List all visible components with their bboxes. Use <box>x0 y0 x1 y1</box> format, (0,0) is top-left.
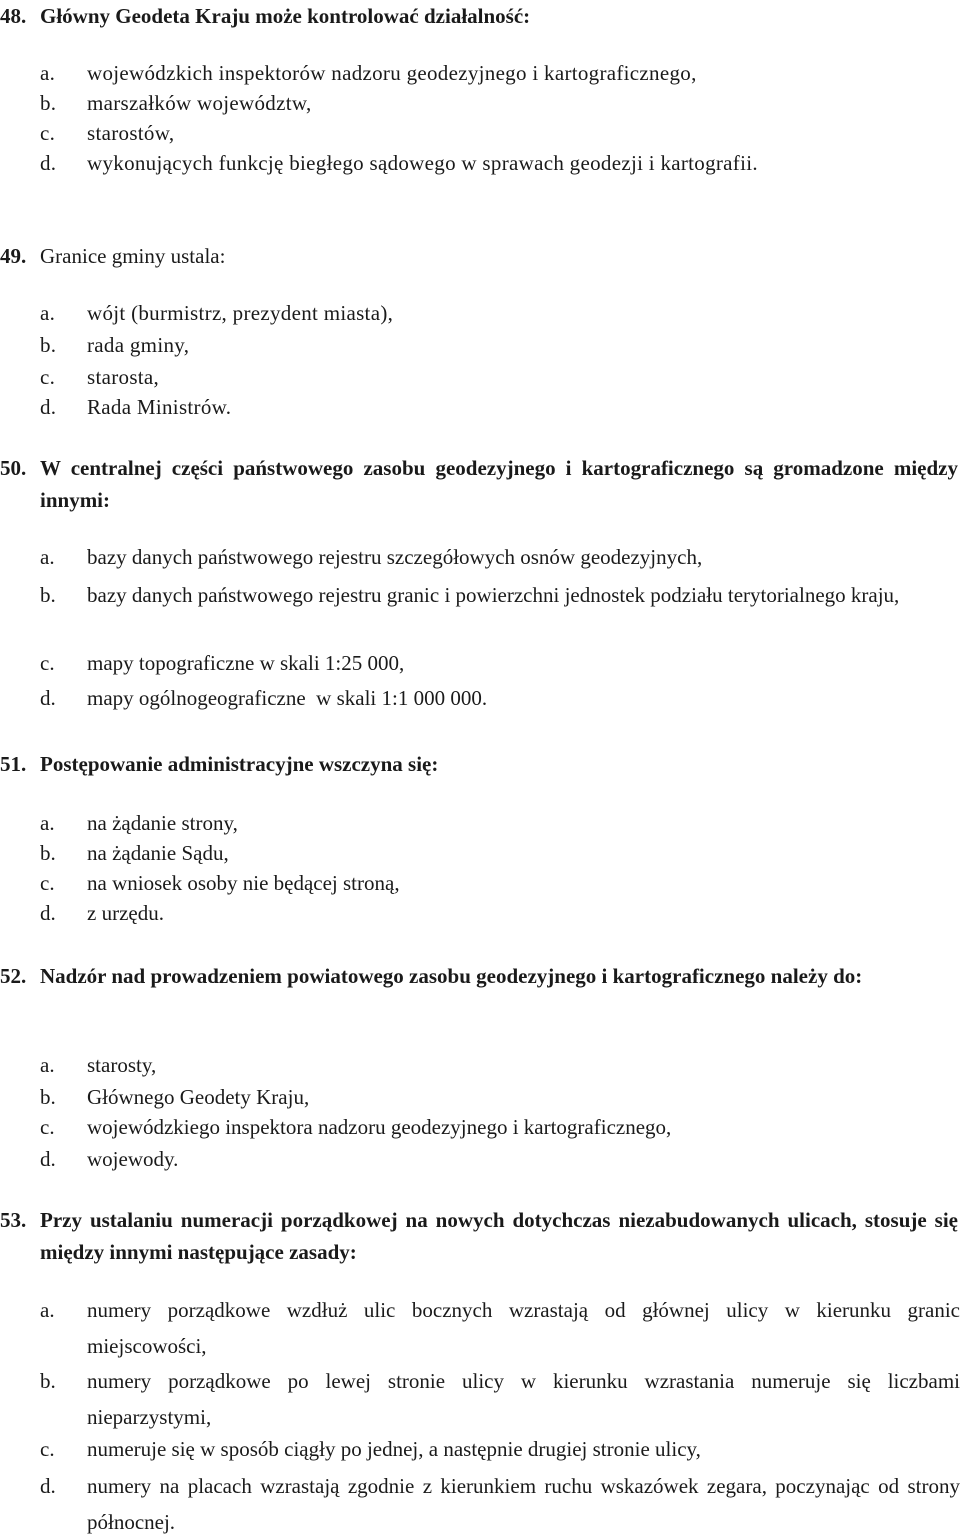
option-letter: c. <box>40 651 55 675</box>
option-letter: b. <box>40 91 57 115</box>
option-letter: d. <box>40 1474 56 1498</box>
answer-option <box>40 683 960 714</box>
answer-option <box>40 362 960 393</box>
option-text: mapy topograficzne w skali 1:25 000, <box>87 651 405 675</box>
answer-option <box>40 148 960 179</box>
option-text: wojewódzkich inspektorów nadzoru geodezyjnego i kartograficznego, <box>87 61 697 85</box>
question-text: Postępowanie administracyjne wszczyna się: <box>40 752 439 776</box>
question-50-heading <box>0 452 958 516</box>
answer-option <box>40 88 960 119</box>
question-text: Granice gminy ustala: <box>40 244 226 268</box>
option-letter: b. <box>40 1369 56 1393</box>
option-letter: a. <box>40 811 55 835</box>
answer-option <box>40 1082 960 1113</box>
answer-option <box>40 868 960 899</box>
option-letter: d. <box>40 395 57 419</box>
option-text: starosty, <box>87 1053 157 1077</box>
option-text: z urzędu. <box>87 901 164 925</box>
answer-option <box>40 392 960 423</box>
option-text: wójt (burmistrz, prezydent miasta), <box>87 301 394 325</box>
option-text: numery porządkowe po lewej stronie ulicy w kierunku wzrastania numeruje się liczbami nieparzystymi, <box>87 1369 960 1429</box>
option-letter: b. <box>40 583 56 607</box>
answer-option <box>40 298 960 329</box>
question-number: 48. <box>0 4 27 28</box>
answer-option <box>40 58 960 89</box>
option-letter: d. <box>40 1147 56 1171</box>
question-number: 53. <box>0 1208 27 1232</box>
option-letter: b. <box>40 1085 56 1109</box>
question-number: 51. <box>0 752 27 776</box>
answer-option <box>40 1363 960 1435</box>
option-letter: d. <box>40 151 57 175</box>
option-text: marszałków województw, <box>87 91 312 115</box>
option-text: Głównego Geodety Kraju, <box>87 1085 310 1109</box>
option-letter: c. <box>40 1437 55 1461</box>
option-letter: d. <box>40 901 56 925</box>
option-text: starosta, <box>87 365 160 389</box>
answer-option <box>40 898 960 929</box>
question-48-heading <box>0 0 958 32</box>
question-text: W centralnej części państwowego zasobu geodezyjnego i kartograficznego są gromadzone między innymi: <box>40 456 958 512</box>
option-letter: a. <box>40 301 56 325</box>
answer-option <box>40 1144 960 1175</box>
answer-option <box>40 1050 960 1081</box>
answer-option <box>40 648 960 679</box>
option-letter: a. <box>40 1298 55 1322</box>
question-text: Nadzór nad prowadzeniem powiatowego zasobu geodezyjnego i kartograficznego należy do: <box>40 964 863 988</box>
option-text: wykonujących funkcję biegłego sądowego w sprawach geodezji i kartografii. <box>87 151 758 175</box>
question-51-heading <box>0 748 958 780</box>
question-53-heading <box>0 1204 958 1268</box>
option-text: bazy danych państwowego rejestru granic i powierzchni jednostek podziału terytorialnego kraju, <box>87 583 900 607</box>
option-text: wojewody. <box>87 1147 179 1171</box>
question-49-heading <box>0 240 958 272</box>
answer-option <box>40 1112 960 1143</box>
question-number: 50. <box>0 456 27 480</box>
option-letter: b. <box>40 333 57 357</box>
option-text: numery na placach wzrastają zgodnie z kierunkiem ruchu wskazówek zegara, poczynając od strony północnej. <box>87 1474 960 1534</box>
option-text: bazy danych państwowego rejestru szczegółowych osnów geodezyjnych, <box>87 545 703 569</box>
answer-option <box>40 1434 960 1465</box>
option-letter: c. <box>40 365 56 389</box>
answer-option <box>40 118 960 149</box>
question-52-heading <box>0 960 958 992</box>
option-letter: c. <box>40 1115 55 1139</box>
answer-option <box>40 1292 960 1364</box>
option-letter: a. <box>40 61 56 85</box>
question-number: 52. <box>0 964 27 988</box>
option-letter: a. <box>40 1053 55 1077</box>
option-letter: b. <box>40 841 56 865</box>
answer-option <box>40 578 960 613</box>
option-text: starostów, <box>87 121 175 145</box>
option-text: na żądanie strony, <box>87 811 238 835</box>
option-text: Rada Ministrów. <box>87 395 232 419</box>
option-text: numeruje się w sposób ciągły po jednej, a następnie drugiej stronie ulicy, <box>87 1437 701 1461</box>
option-letter: d. <box>40 686 56 710</box>
answer-option <box>40 808 960 839</box>
option-text: mapy ogólnogeograficzne w skali 1:1 000 000. <box>87 686 488 710</box>
option-text: numery porządkowe wzdłuż ulic bocznych wzrastają od głównej ulicy w kierunku granic miejscowości, <box>87 1298 960 1358</box>
option-text: wojewódzkiego inspektora nadzoru geodezyjnego i kartograficznego, <box>87 1115 672 1139</box>
answer-option <box>40 330 960 361</box>
option-text: rada gminy, <box>87 333 190 357</box>
option-text: na żądanie Sądu, <box>87 841 229 865</box>
option-letter: c. <box>40 121 56 145</box>
option-letter: a. <box>40 545 55 569</box>
option-text: na wniosek osoby nie będącej stroną, <box>87 871 400 895</box>
answer-option <box>40 838 960 869</box>
answer-option <box>40 542 960 573</box>
answer-option <box>40 1468 960 1540</box>
option-letter: c. <box>40 871 55 895</box>
question-text: Przy ustalaniu numeracji porządkowej na nowych dotychczas niezabudowanych ulicach, stosuje się między innymi następujące zasady: <box>40 1208 958 1264</box>
question-number: 49. <box>0 244 27 268</box>
question-text: Główny Geodeta Kraju może kontrolować działalność: <box>40 4 531 28</box>
